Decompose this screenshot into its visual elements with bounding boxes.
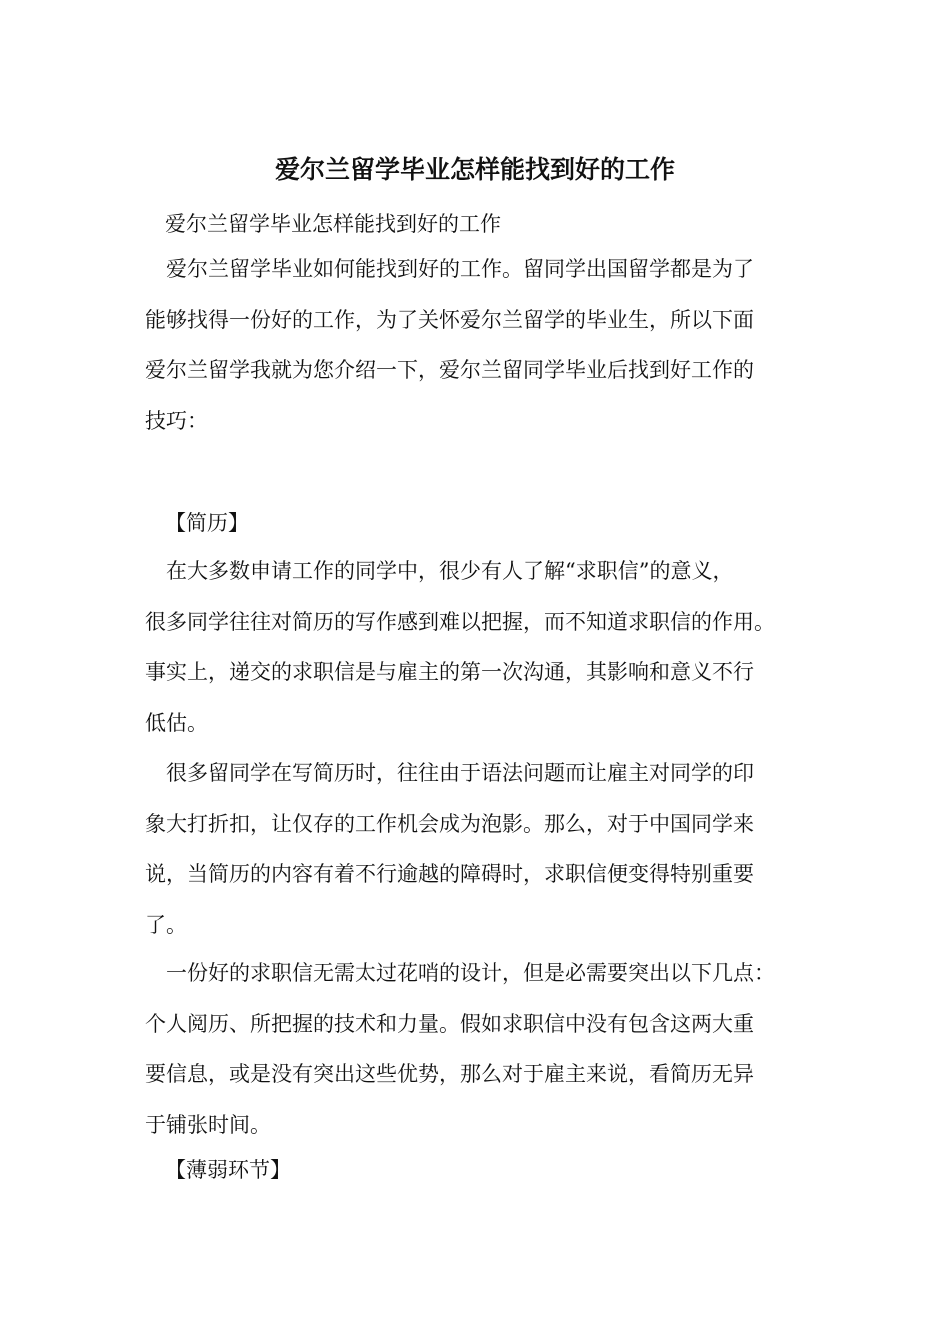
intro-paragraph (145, 244, 825, 446)
paragraph-line: 说，当简历的内容有着不行逾越的障碍时，求职信便变得特别重要 (145, 862, 754, 886)
paragraph-line: 于铺张时间。 (145, 1112, 271, 1137)
document-title: 爱尔兰留学毕业怎样能找到好的工作 (274, 155, 675, 184)
paragraph-line: 爱尔兰留学毕业如何能找到好的工作。留同学出国留学都是为了 (145, 257, 754, 281)
resume-paragraph-3 (145, 948, 825, 1150)
paragraph-line: 象大打折扣，让仅存的工作机会成为泡影。那么，对于中国同学来 (145, 811, 754, 836)
document-subtitle: 爱尔兰留学毕业怎样能找到好的工作 (165, 212, 501, 236)
section-heading-weak-points: 【薄弱环节】 (165, 1158, 291, 1182)
paragraph-line: 事实上，递交的求职信是与雇主的第一次沟通，其影响和意义不行 (145, 660, 754, 684)
paragraph-line: 了。 (145, 912, 187, 937)
paragraph-line: 技巧： (145, 408, 208, 433)
paragraph-line: 在大多数申请工作的同学中，很少有人了解“求职信”的意义， (145, 559, 734, 583)
paragraph-line: 一份好的求职信无需太过花哨的设计，但是必需要突出以下几点： (145, 961, 775, 985)
paragraph-line: 个人阅历、所把握的技术和力量。假如求职信中没有包含这两大重 (145, 1011, 754, 1036)
paragraph-line: 低估。 (145, 710, 208, 735)
paragraph-line: 爱尔兰留学我就为您介绍一下，爱尔兰留同学毕业后找到好工作的 (145, 358, 754, 382)
paragraph-line: 能够找得一份好的工作，为了关怀爱尔兰留学的毕业生，所以下面 (145, 307, 754, 332)
resume-paragraph-1 (145, 546, 825, 748)
paragraph-line: 很多同学往往对简历的写作感到难以把握，而不知道求职信的作用。 (145, 609, 775, 634)
paragraph-line: 很多留同学在写简历时，往往由于语法问题而让雇主对同学的印 (145, 761, 754, 785)
resume-paragraph-2 (145, 748, 825, 950)
section-heading-resume: 【简历】 (165, 511, 249, 535)
paragraph-line: 要信息，或是没有突出这些优势，那么对于雇主来说，看简历无异 (145, 1062, 754, 1086)
